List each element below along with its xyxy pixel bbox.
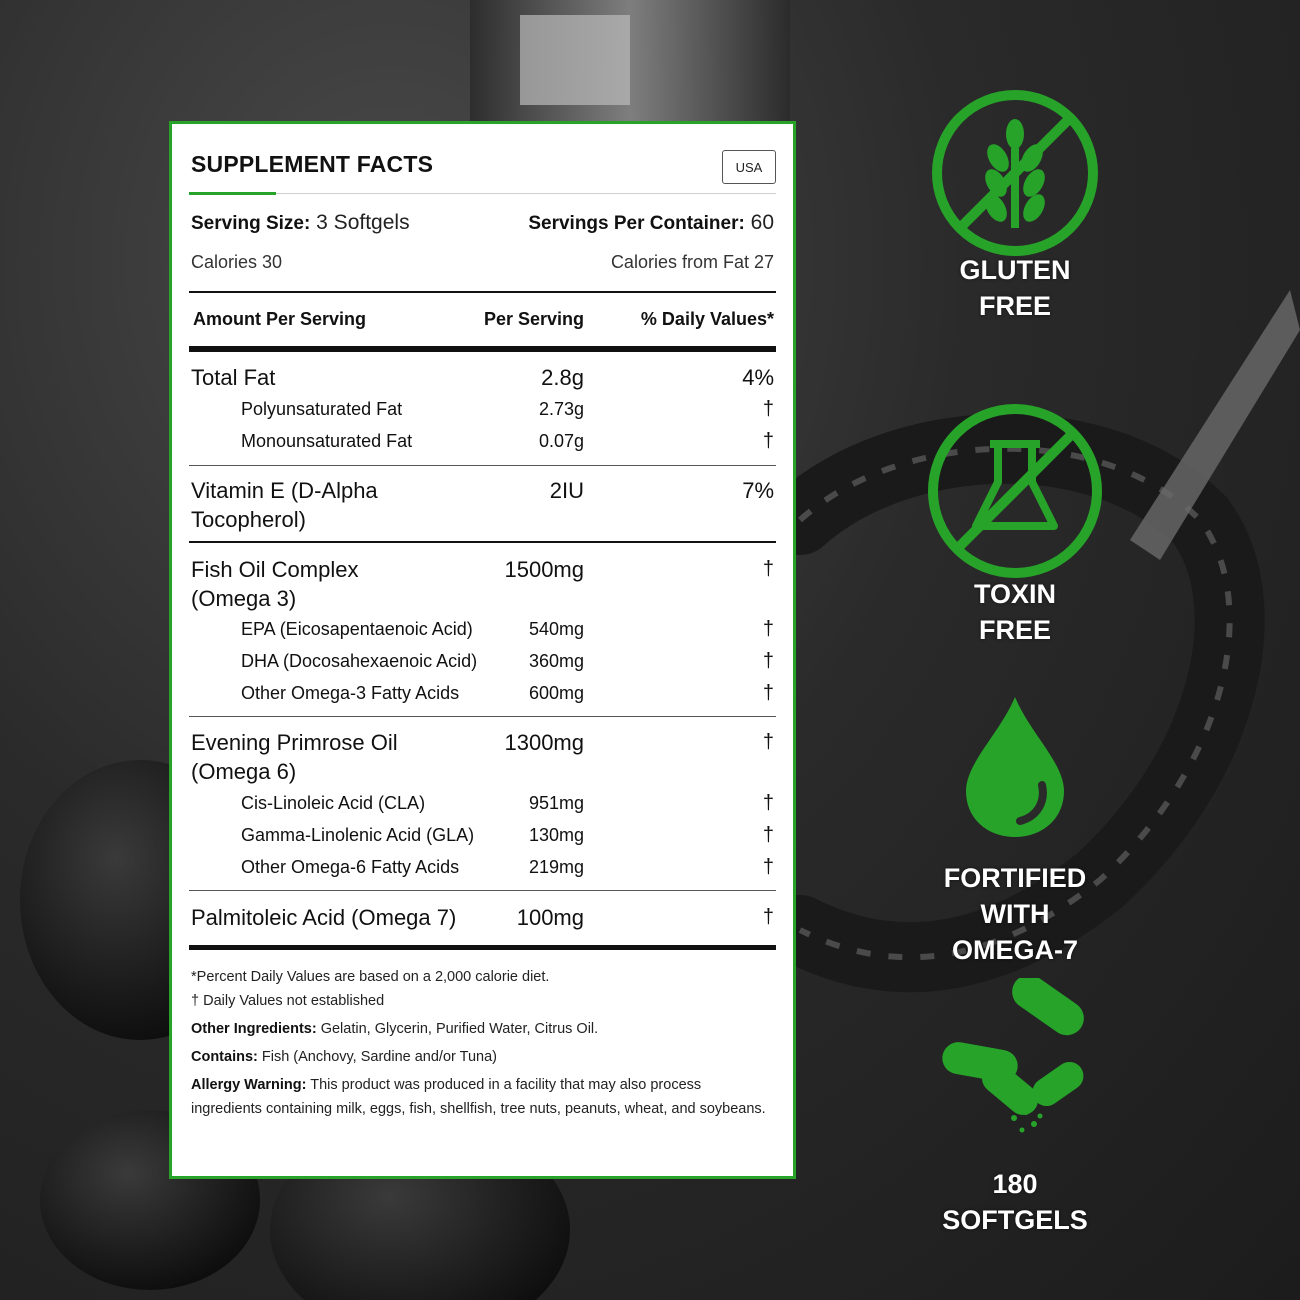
nutrient-name: Total Fat: [191, 365, 276, 390]
gluten-free-badge: [910, 88, 1120, 328]
nutrient-dv: †: [762, 906, 774, 928]
nutrient-name: Palmitoleic Acid (Omega 7): [191, 905, 457, 930]
row-divider: [189, 716, 776, 717]
nutrient-dv: †: [762, 558, 774, 580]
badge-label: TOXIN FREE: [973, 579, 1056, 645]
col-amount-header: Amount Per Serving: [193, 309, 367, 329]
servings-per-container-value: 60: [750, 211, 774, 234]
nutrient-dv: †: [762, 618, 774, 640]
footnotes: [191, 965, 766, 1121]
serving-size-value: 3 Softgels: [316, 211, 410, 234]
accent-underline: [189, 192, 276, 195]
nutrient-amount: 2.8g: [541, 365, 584, 390]
nutrient-amount: 0.07g: [538, 431, 584, 451]
panel-title: SUPPLEMENT FACTS: [191, 151, 434, 177]
nutrient-amount: 130mg: [528, 825, 584, 845]
oil-drop-icon: [960, 693, 1070, 841]
nutrient-name: Gamma-Linolenic Acid (GLA): [241, 825, 475, 845]
toxin-free-badge: [910, 402, 1120, 652]
nutrient-amount: 951mg: [528, 793, 584, 813]
col-daily-header: % Daily Values*: [640, 309, 774, 329]
contains-note: Contains: Fish (Anchovy, Sardine and/or Tuna): [191, 1049, 497, 1065]
nutrient-amount: 1500mg: [504, 557, 584, 582]
nutrient-name: Polyunsaturated Fat: [241, 399, 403, 419]
nutrient-amount: 540mg: [528, 619, 584, 639]
nutrient-name: Other Omega-6 Fatty Acids: [241, 857, 460, 877]
serving-size-label: Serving Size:: [191, 213, 311, 234]
nutrient-amount: 2IU: [549, 478, 584, 503]
other-ingredients: Other Ingredients: Gelatin, Glycerin, Purified Water, Citrus Oil.: [191, 1021, 599, 1037]
nutrient-name: Cis-Linoleic Acid (CLA): [241, 793, 426, 813]
nutrient-dv: †: [762, 430, 774, 452]
row-divider: [189, 890, 776, 891]
nutrient-name: Fish Oil Complex (Omega 3): [191, 557, 359, 611]
divider: [189, 291, 776, 293]
supplement-facts-panel: [169, 121, 796, 1179]
nutrient-dv: 4%: [742, 365, 774, 390]
badge-label: 180 SOFTGELS: [942, 1169, 1088, 1235]
nutrient-name: Evening Primrose Oil (Omega 6): [191, 730, 398, 784]
capsules-icon: [938, 978, 1092, 1138]
dagger-note: † Daily Values not established: [191, 993, 385, 1009]
calories: Calories 30: [191, 252, 283, 272]
nutrient-amount: 600mg: [528, 683, 584, 703]
divider: [189, 541, 776, 543]
nutrient-name: DHA (Docosahexaenoic Acid): [241, 651, 478, 671]
nutrient-dv: †: [762, 650, 774, 672]
percent-note: *Percent Daily Values are based on a 2,000 calorie diet.: [191, 969, 550, 985]
calories-from-fat: Calories from Fat 27: [610, 252, 774, 272]
region-button[interactable]: USA: [722, 150, 776, 184]
servings-per-container-label: Servings Per Container:: [528, 213, 745, 234]
nutrient-dv: 7%: [742, 478, 774, 503]
nutrient-name: Vitamin E (D-Alpha Tocopherol): [191, 478, 378, 532]
nutrient-dv: †: [762, 824, 774, 846]
nutrient-amount: 1300mg: [504, 730, 584, 755]
nutrient-name: Other Omega-3 Fatty Acids: [241, 683, 460, 703]
badge-label: FORTIFIED WITH OMEGA-7: [943, 863, 1087, 965]
nutrient-dv: †: [762, 731, 774, 753]
nutrient-amount: 219mg: [528, 857, 584, 877]
thick-divider: [189, 945, 776, 950]
nutrient-amount: 360mg: [528, 651, 584, 671]
nutrient-dv: †: [762, 792, 774, 814]
nutrient-amount: 2.73g: [538, 399, 584, 419]
nutrient-name: EPA (Eicosapentaenoic Acid): [241, 619, 473, 639]
divider: [189, 193, 776, 194]
softgels-badge: [910, 978, 1120, 1238]
col-per-serving-header: Per Serving: [483, 309, 584, 329]
no-flask-icon: [926, 402, 1104, 580]
nutrient-dv: †: [762, 398, 774, 420]
badge-label: GLUTEN FREE: [959, 255, 1071, 321]
nutrient-dv: †: [762, 682, 774, 704]
row-divider: [189, 465, 776, 466]
no-wheat-icon: [930, 88, 1100, 258]
nutrient-name: Monounsaturated Fat: [241, 431, 413, 451]
thick-divider: [189, 346, 776, 352]
nutrient-amount: 100mg: [516, 905, 584, 930]
nutrient-dv: †: [762, 856, 774, 878]
omega-7-badge: [910, 693, 1120, 965]
allergy-warning: Allergy Warning: This product was produced in a facility that may also process ingredients containing milk, eggs, fish, shellfish, tree nuts, peanuts, wheat, and soybeans.: [191, 1077, 766, 1117]
